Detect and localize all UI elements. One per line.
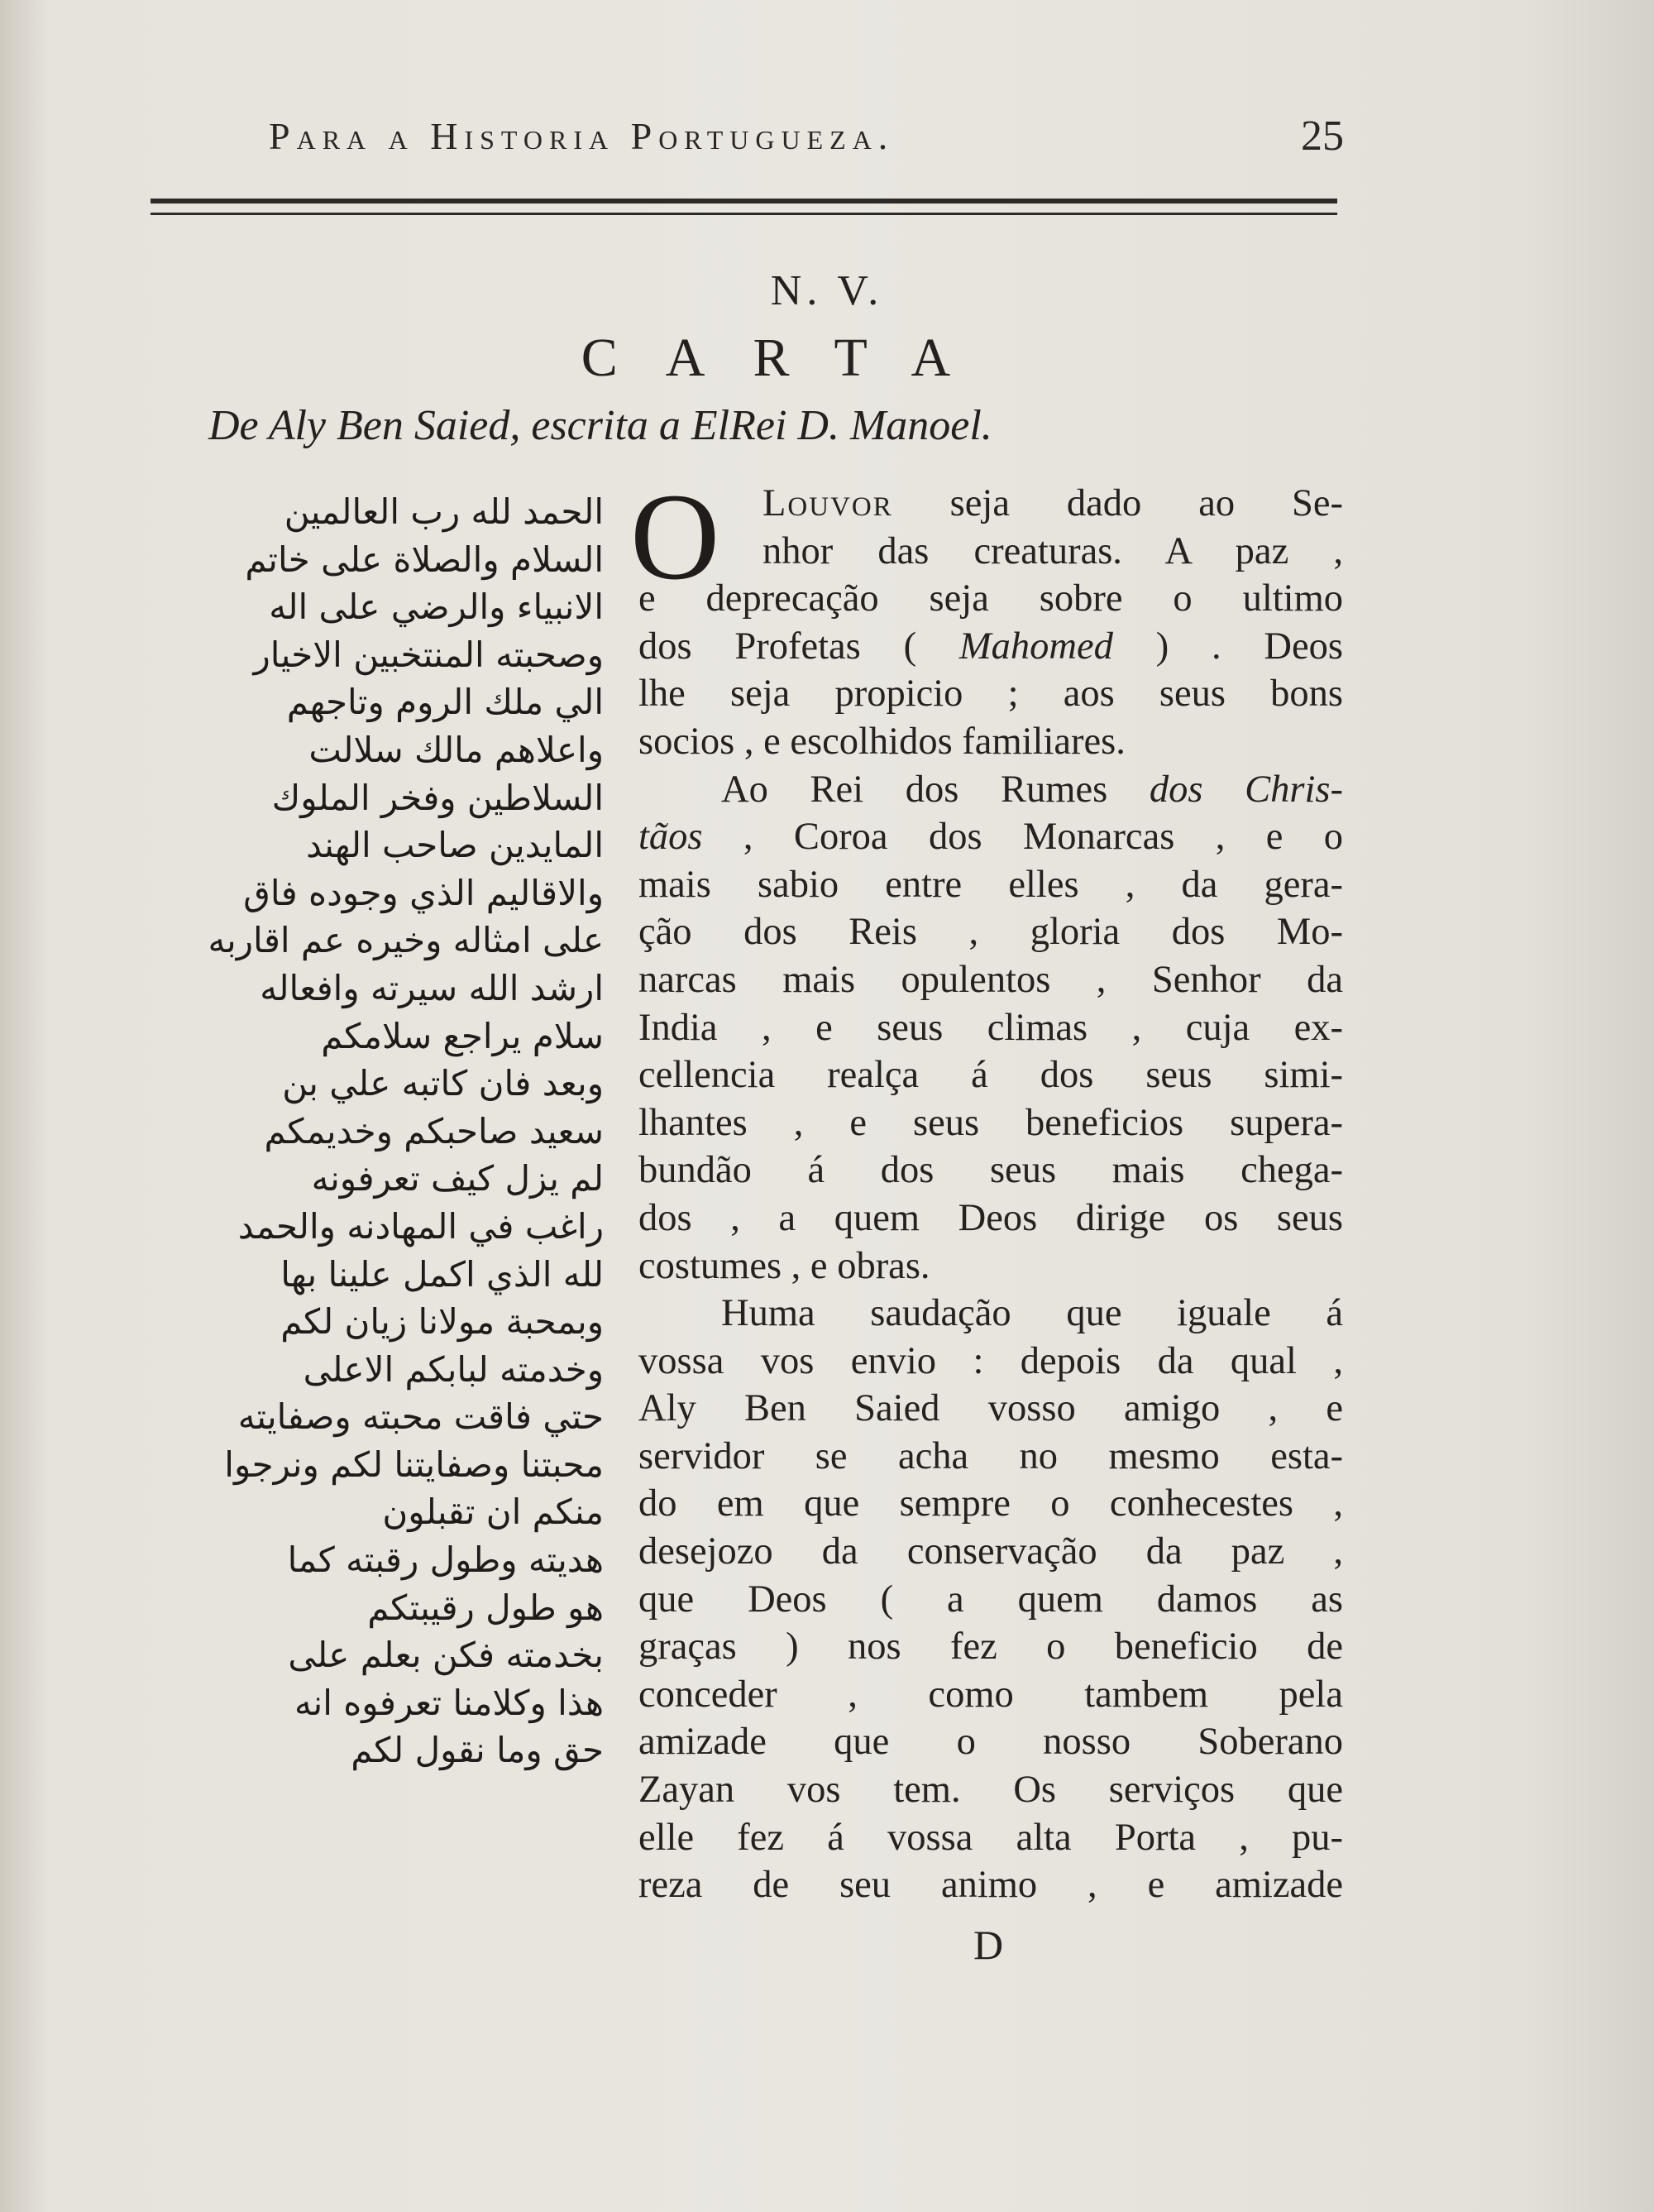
italic-name: Mahomed <box>958 625 1113 668</box>
arabic-line: الي ملك الروم وتاجهم <box>286 682 604 723</box>
arabic-line: راغب في المهادنه والحمد <box>237 1205 604 1247</box>
arabic-line: منكم ان تقبلون <box>382 1491 604 1533</box>
text-line: mais sabio entre elles , da gera- <box>638 863 1343 906</box>
arabic-line: وصحبته المنتخبين الاخيار <box>253 634 604 675</box>
text-line: elle fez á vossa alta Porta , pu- <box>638 1816 1343 1859</box>
text-line: conceder , como tambem pela <box>638 1673 1343 1716</box>
arabic-line: هذا وكلامنا تعرفوه انه <box>294 1682 604 1723</box>
arabic-line: السلام والصلاة على خاتم <box>245 539 604 580</box>
arabic-line: المايدين صاحب الهند <box>306 825 604 866</box>
signature-mark: D <box>973 1922 1004 1968</box>
text-line: lhantes , e seus beneficios supera- <box>638 1101 1343 1144</box>
text-line: bundão á dos seus mais chega- <box>638 1149 1343 1192</box>
arabic-line: والاقاليم الذي وجوده فاق <box>243 872 604 913</box>
text-line: costumes , e obras. <box>638 1244 930 1287</box>
text-line: graças ) nos fez o beneficio de <box>638 1625 1343 1669</box>
text-line: vossa vos envio : depois da qual , <box>638 1339 1343 1382</box>
running-title: Para a Historia Portugueza. <box>269 115 895 157</box>
portuguese-text-column <box>630 468 1343 1909</box>
arabic-line: واعلاهم مالك سلالت <box>308 729 604 770</box>
arabic-line: هو طول رقيبتكم <box>367 1587 604 1628</box>
text-line: Huma saudação que iguale á <box>721 1292 1343 1335</box>
document-subtitle <box>208 401 1292 450</box>
subtitle-author: De Aly Ben Saied <box>208 402 510 449</box>
text-line: India , e seus climas , cuja ex- <box>638 1006 1343 1049</box>
text-line: Aly Ben Saied vosso amigo , e <box>638 1387 1343 1430</box>
text-line: reza de seu animo , e amizade <box>638 1864 1343 1907</box>
drop-cap: O <box>630 468 720 606</box>
arabic-line: هديته وطول رقبته كما <box>287 1539 604 1581</box>
text-line: do em que sempre o conhecestes , <box>638 1482 1343 1525</box>
arabic-line: ارشد الله سيرته وافعاله <box>260 967 604 1008</box>
text-line: que Deos ( a quem damos as <box>638 1578 1343 1621</box>
arabic-line: حق وما نقول لكم <box>351 1730 604 1771</box>
text-line: servidor se acha no mesmo esta- <box>638 1434 1343 1477</box>
text-line: dos , a quem Deos dirige os seus <box>638 1196 1343 1239</box>
text-line: e deprecação seja sobre o ultimo <box>638 577 1343 620</box>
text-line: ção dos Reis , gloria dos Mo- <box>638 911 1343 954</box>
text-line: lhe seja propicio ; aos seus bons <box>638 673 1343 716</box>
text-line: dos Profetas ( Mahomed ) . Deos <box>638 625 1343 668</box>
text-line: cellencia realça á dos seus simi- <box>638 1054 1343 1097</box>
page-number: 25 <box>1301 113 1344 160</box>
arabic-line: السلاطين وفخر الملوك <box>271 777 604 818</box>
text-line: Ao Rei dos Rumes dos Chris- <box>721 768 1343 811</box>
arabic-line: لم يزل كيف تعرفونه <box>311 1158 604 1199</box>
arabic-line: لله الذي اكمل علينا بها <box>280 1253 604 1295</box>
arabic-line: سلام يراجع سلامكم <box>321 1015 604 1056</box>
arabic-line: الحمد لله رب العالمين <box>284 491 604 532</box>
arabic-line: حتي فاقت محبته وصفايته <box>237 1396 604 1438</box>
text-line: narcas mais opulentos , Senhor da <box>638 958 1343 1001</box>
text-line: tãos , Coroa dos Monarcas , e o <box>638 816 1343 859</box>
document-title: CARTA <box>581 328 999 388</box>
arabic-line: وبعد فان كاتبه علي بن <box>282 1063 604 1104</box>
header-rule-thin <box>151 213 1337 215</box>
arabic-line: بخدمته فكن بعلم على <box>288 1635 604 1676</box>
arabic-text-column <box>124 488 604 1774</box>
document-number: N. V. <box>770 267 884 314</box>
text-line: nhor das creaturas. A paz , <box>762 529 1343 572</box>
arabic-line: سعيد صاحبكم وخديمكم <box>264 1110 604 1151</box>
arabic-line: محبتنا وصفايتنا لكم ونرجوا <box>224 1444 604 1485</box>
arabic-line: الانبياء والرضي على اله <box>269 587 604 628</box>
arabic-line: وخدمته لبابكم الاعلى <box>303 1348 604 1390</box>
text-line: desejozo da conservação da paz , <box>638 1530 1343 1573</box>
text-line: socios , e escolhidos familiares. <box>638 720 1126 763</box>
text-line: amizade que o nosso Soberano <box>638 1721 1343 1764</box>
text-line: Louvor seja dado ao Se- <box>762 482 1343 524</box>
subtitle-rest: , escrita a ElRei D. Manoel. <box>509 402 992 449</box>
arabic-line: وبمحبة مولانا زيان لكم <box>280 1301 604 1343</box>
text-line: Zayan vos tem. Os serviços que <box>638 1769 1343 1812</box>
lead-caps: Louvor <box>762 482 893 524</box>
opening-lines <box>638 480 1343 575</box>
header-rule-thick <box>151 199 1337 203</box>
arabic-line: على امثاله وخيره عم اقاربه <box>208 920 604 961</box>
